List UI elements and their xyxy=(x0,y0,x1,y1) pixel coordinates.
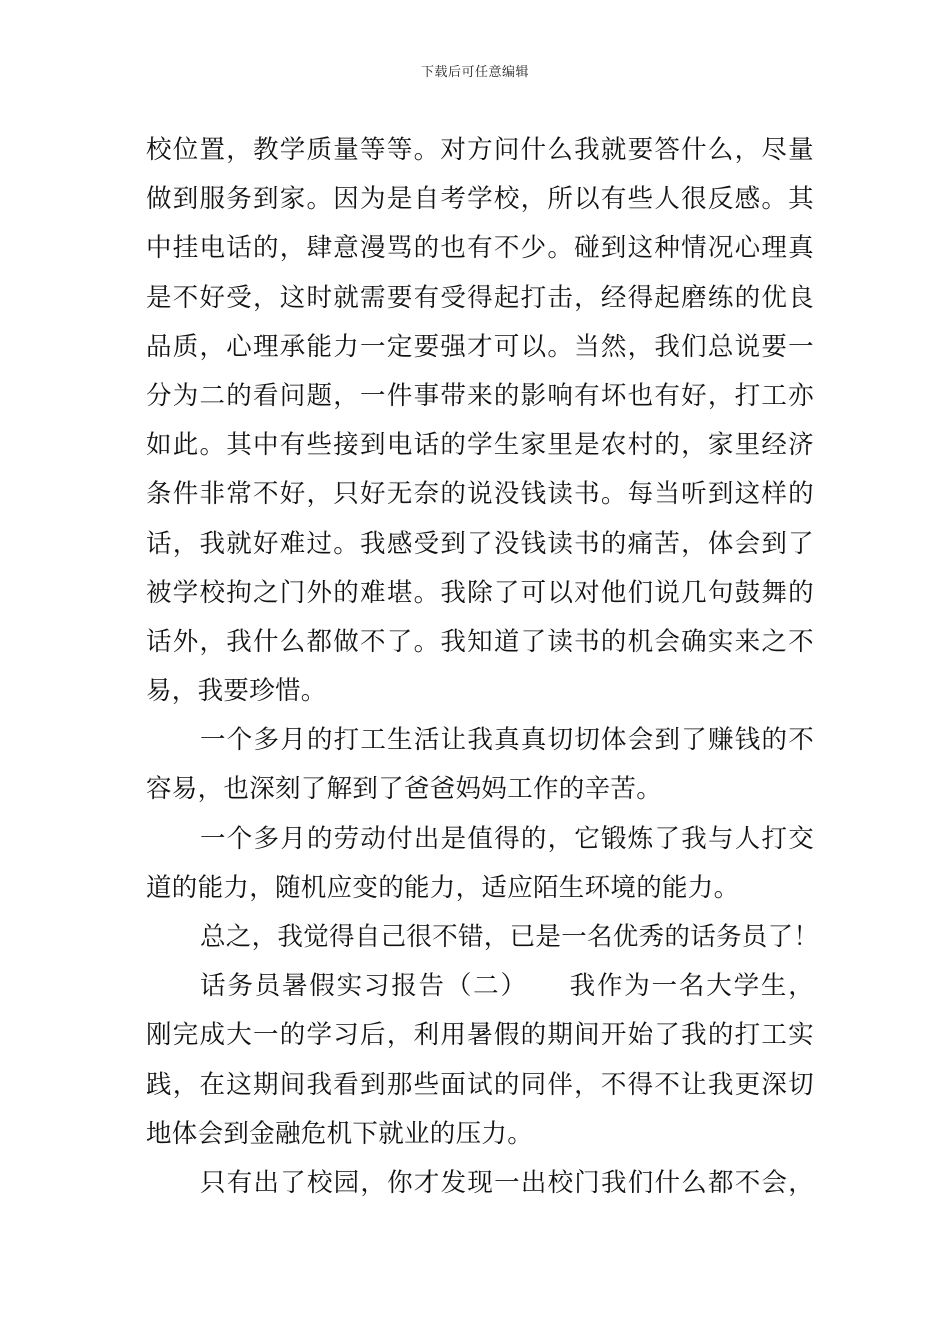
text-line: 话，我就好难过。我感受到了没钱读书的痛苦，体会到了 xyxy=(146,528,814,559)
text-line: 践，在这期间我看到那些面试的同伴，不得不让我更深切 xyxy=(146,1069,814,1100)
text-line: 一个多月的打工生活让我真真切切体会到了赚钱的不 xyxy=(200,725,814,756)
text-line: 地体会到金融危机下就业的压力。 xyxy=(146,1118,534,1149)
text-line: 刚完成大一的学习后，利用暑假的期间开始了我的打工实 xyxy=(146,1020,814,1051)
text-line: 中挂电话的，肆意漫骂的也有不少。碰到这种情况心理真 xyxy=(146,233,814,264)
text-line: 话务员暑假实习报告（二） 我作为一名大学生， xyxy=(200,971,814,1002)
text-line: 话外，我什么都做不了。我知道了读书的机会确实来之不 xyxy=(146,626,814,657)
text-line: 被学校拘之门外的难堪。我除了可以对他们说几句鼓舞的 xyxy=(146,577,814,608)
text-line: 道的能力，随机应变的能力，适应陌生环境的能力。 xyxy=(146,872,740,903)
text-line: 条件非常不好，只好无奈的说没钱读书。每当听到这样的 xyxy=(146,479,814,510)
text-line: 只有出了校园，你才发现一出校门我们什么都不会， xyxy=(200,1167,814,1198)
text-line: 一个多月的劳动付出是值得的，它锻炼了我与人打交 xyxy=(200,823,814,854)
text-line: 做到服务到家。因为是自考学校，所以有些人很反感。其 xyxy=(146,184,814,215)
text-line: 是不好受，这时就需要有受得起打击，经得起磨练的优良 xyxy=(146,282,814,313)
page-header: 下载后可任意编辑 xyxy=(420,65,529,80)
text-line: 总之，我觉得自己很不错，已是一名优秀的话务员了！ xyxy=(200,922,820,952)
body-text xyxy=(146,126,820,1208)
text-line: 校位置，教学质量等等。对方问什么我就要答什么，尽量 xyxy=(146,135,814,165)
text-line: 如此。其中有些接到电话的学生家里是农村的，家里经济 xyxy=(146,430,814,461)
text-line: 分为二的看问题，一件事带来的影响有坏也有好，打工亦 xyxy=(146,380,814,411)
text-line: 品质，心理承能力一定要强才可以。当然，我们总说要一 xyxy=(146,331,814,362)
text-line: 容易，也深刻了解到了爸爸妈妈工作的辛苦。 xyxy=(146,774,663,805)
text-line: 易，我要珍惜。 xyxy=(146,676,327,707)
